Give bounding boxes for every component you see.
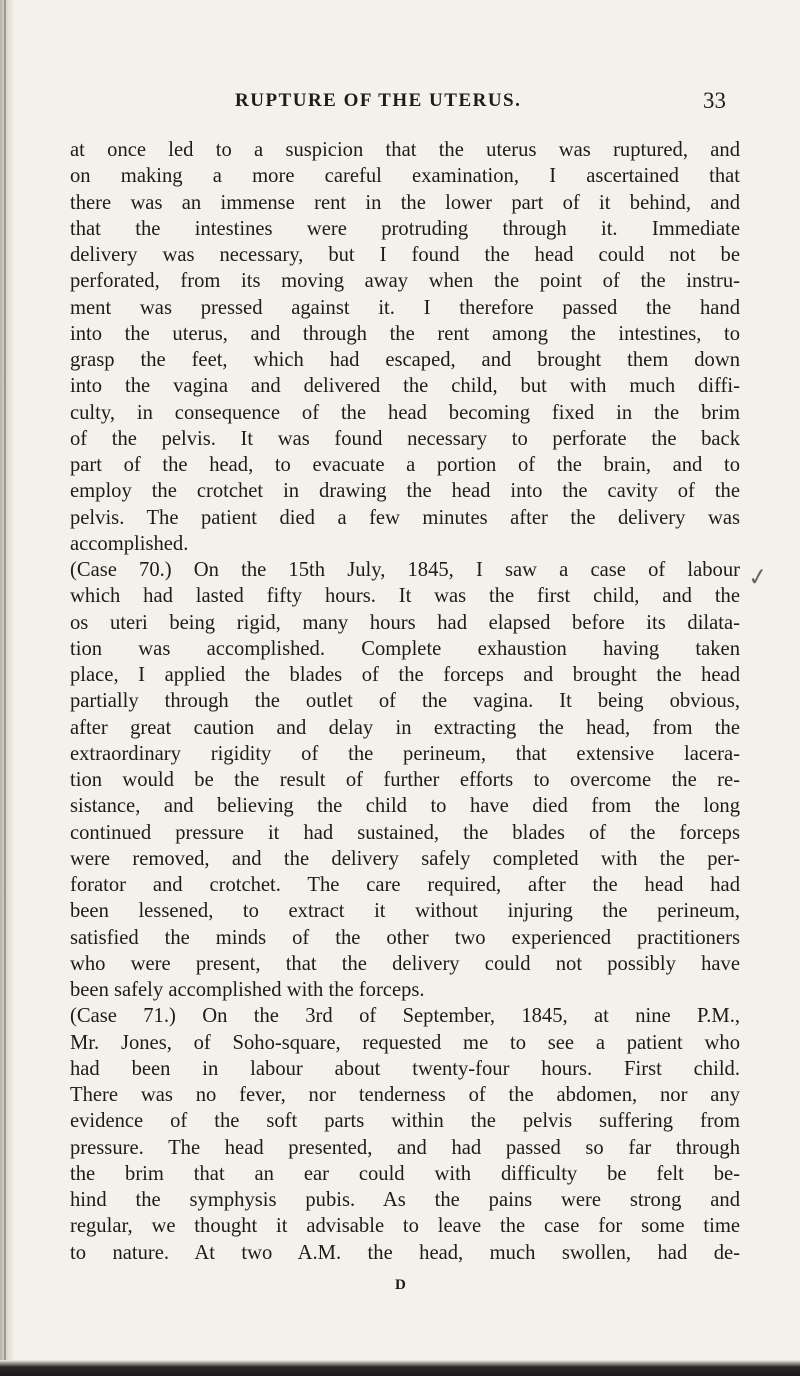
text-line: which had lasted fifty hours. It was the first child, and the bbox=[70, 585, 740, 608]
text-line: that the intestines were protruding through it. Immediate bbox=[70, 217, 740, 240]
text-line: on making a more careful examination, I ascertained that bbox=[70, 165, 740, 188]
binding-edge bbox=[0, 0, 14, 1376]
signature-mark: D bbox=[395, 1277, 406, 1293]
text-line: forator and crotchet. The care required, after the head had bbox=[70, 874, 740, 896]
text-line: There was no fever, nor tenderness of the abdomen, nor any bbox=[70, 1084, 740, 1106]
text-line: had been in labour about twenty-four hours. First child. bbox=[70, 1057, 740, 1080]
margin-check-mark: ✓ bbox=[746, 563, 770, 593]
text-line: culty, in consequence of the head becoming fixed in the brim bbox=[70, 401, 740, 424]
text-line: satisfied the minds of the other two experienced practitioners bbox=[70, 926, 740, 949]
text-line: pressure. The head presented, and had passed so far through bbox=[70, 1136, 740, 1159]
text-line: extraordinary rigidity of the perineum, that extensive lacera- bbox=[70, 742, 740, 765]
text-line: tion would be the result of further efforts to overcome the re- bbox=[70, 769, 740, 791]
text-line: tion was accomplished. Complete exhaustion having taken bbox=[70, 637, 740, 660]
text-line: there was an immense rent in the lower part of it behind, and bbox=[70, 191, 740, 214]
text-line: regular, we thought it advisable to leave the case for some time bbox=[70, 1215, 740, 1238]
text-line: after great caution and delay in extracting the head, from the bbox=[70, 716, 740, 739]
text-line: were removed, and the delivery safely completed with the per- bbox=[70, 847, 740, 870]
page-header bbox=[70, 88, 726, 118]
text-line: who were present, that the delivery could not possibly have bbox=[70, 952, 740, 975]
text-line: hind the symphysis pubis. As the pains were strong and bbox=[70, 1189, 740, 1211]
text-line: grasp the feet, which had escaped, and brought them down bbox=[70, 349, 740, 371]
text-line: partially through the outlet of the vagina. It being obvious, bbox=[70, 690, 740, 713]
text-line: pelvis. The patient died a few minutes after the delivery was bbox=[70, 506, 740, 529]
text-line: into the vagina and delivered the child, but with much diffi- bbox=[70, 375, 740, 398]
text-line: employ the crotchet in drawing the head into the cavity of the bbox=[70, 480, 740, 503]
running-title: RUPTURE OF THE UTERUS. bbox=[235, 90, 522, 111]
text-line: (Case 70.) On the 15th July, 1845, I saw a case of labour bbox=[70, 559, 740, 581]
text-line: perforated, from its moving away when the point of the instru- bbox=[70, 270, 740, 293]
text-line: of the pelvis. It was found necessary to perforate the back bbox=[70, 427, 740, 450]
text-line: delivery was necessary, but I found the head could not be bbox=[70, 244, 740, 266]
text-line: the brim that an ear could with difficulty be felt be- bbox=[70, 1162, 740, 1185]
text-line: place, I applied the blades of the forceps and brought the head bbox=[70, 664, 740, 686]
text-line: been lessened, to extract it without injuring the perineum, bbox=[70, 900, 740, 923]
text-line: evidence of the soft parts within the pelvis suffering from bbox=[70, 1110, 740, 1133]
text-line: ment was pressed against it. I therefore passed the hand bbox=[70, 296, 740, 319]
page-number: 33 bbox=[703, 88, 726, 113]
page-bottom-edge bbox=[0, 1360, 800, 1376]
text-line: continued pressure it had sustained, the blades of the forceps bbox=[70, 821, 740, 844]
text-line: at once led to a suspicion that the uterus was ruptured, and bbox=[70, 139, 740, 161]
text-line: sistance, and believing the child to have died from the long bbox=[70, 795, 740, 818]
text-line: into the uterus, and through the rent among the intestines, to bbox=[70, 322, 740, 345]
text-line: (Case 71.) On the 3rd of September, 1845, at nine P.M., bbox=[70, 1005, 740, 1028]
text-line: part of the head, to evacuate a portion of the brain, and to bbox=[70, 454, 740, 476]
text-line: been safely accomplished with the forceps. bbox=[70, 979, 425, 1001]
text-line: Mr. Jones, of Soho-square, requested me to see a patient who bbox=[70, 1031, 740, 1054]
body-text bbox=[70, 137, 740, 1266]
text-line: to nature. At two A.M. the head, much swollen, had de- bbox=[70, 1241, 740, 1264]
text-line: accomplished. bbox=[70, 532, 189, 555]
binding-shadow-line bbox=[4, 0, 6, 1376]
text-line: os uteri being rigid, many hours had elapsed before its dilata- bbox=[70, 611, 740, 634]
